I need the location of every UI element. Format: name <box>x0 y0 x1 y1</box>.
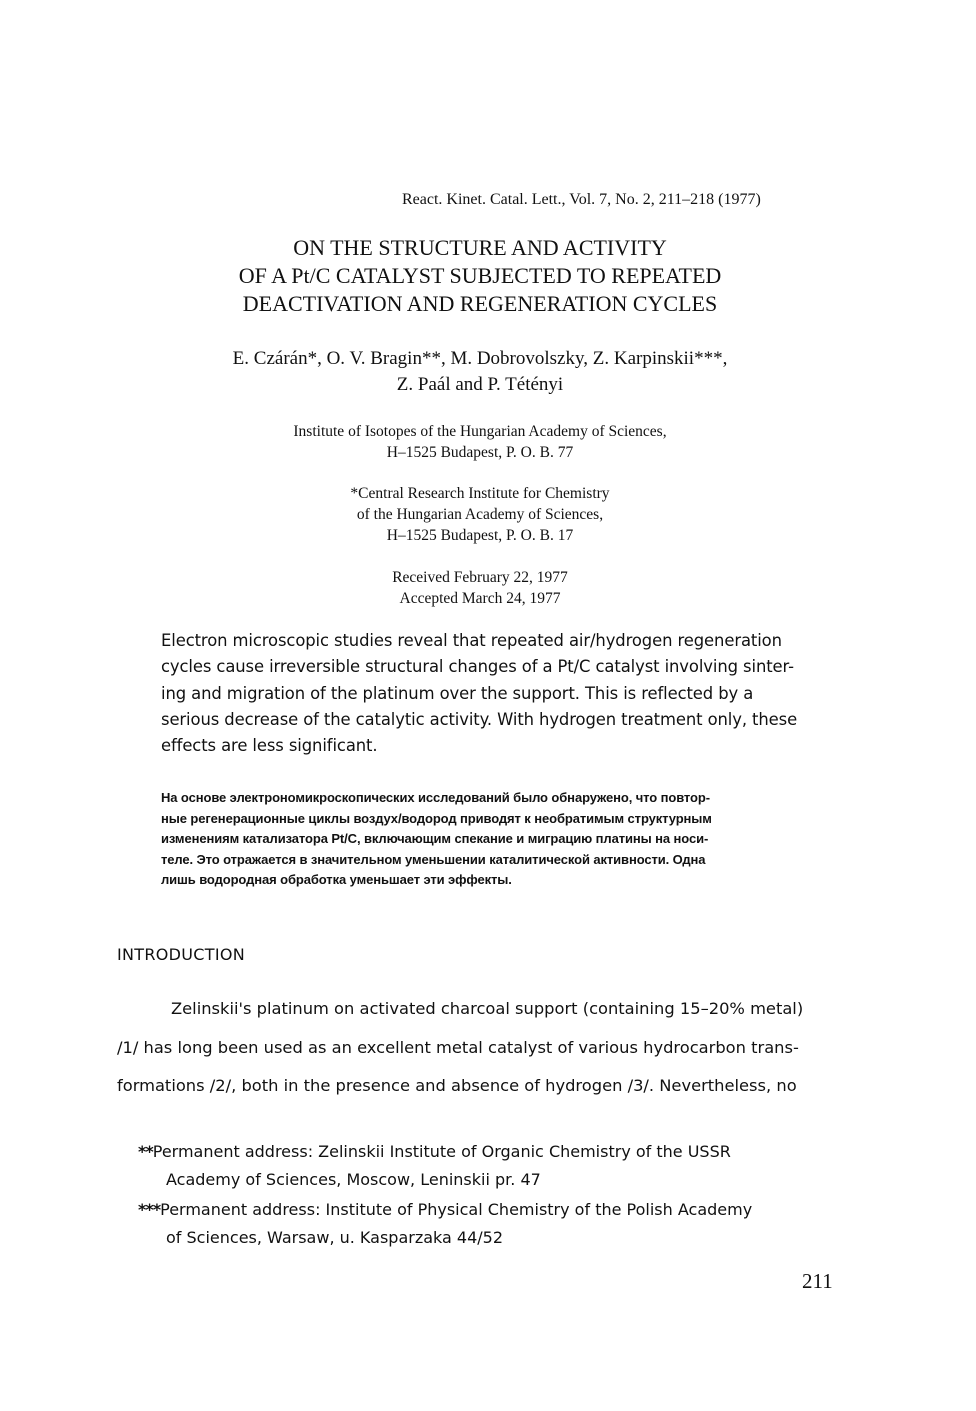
page-number: 211 <box>802 1269 833 1293</box>
title-line: OF A Pt/C CATALYST SUBJECTED TO REPEATED <box>238 263 722 288</box>
footnote-text: of Sciences, Warsaw, u. Kasparzaka 44/52 <box>166 1228 504 1247</box>
footnote-marker: *** <box>138 1200 161 1219</box>
intro-line: /1/ has long been used as an excellent metal catalyst of various hydrocarbon trans- <box>117 1037 799 1057</box>
introduction-paragraph <box>117 990 857 1106</box>
authors-line: Z. Paál and P. Tétényi <box>396 374 564 395</box>
affiliation-line: *Central Research Institute for Chemistry <box>350 485 610 502</box>
footnote-text: Academy of Sciences, Moscow, Leninskii pr. 47 <box>166 1170 541 1189</box>
affiliation-line: H–1525 Budapest, P. O. B. 77 <box>386 444 574 461</box>
author-list <box>160 346 800 398</box>
abstract-line: На основе электрономикроскопических исследований было обнаружено, что повтор- <box>161 790 710 805</box>
journal-reference: React. Kinet. Catal. Lett., Vol. 7, No. 2, 211–218 (1977) <box>402 191 761 208</box>
article-title <box>160 234 800 318</box>
footnote-marker: ** <box>138 1142 153 1161</box>
abstract-line: ные регенерационные циклы воздух/водород приводят к необратимым структурным <box>161 810 712 826</box>
footnote-text: Permanent address: Zelinskii Institute of Organic Chemistry of the USSR <box>152 1142 731 1161</box>
abstract-english <box>161 628 851 759</box>
abstract-line: лишь водородная обработка уменьшает эти эффекты. <box>161 872 512 887</box>
abstract-line: effects are less significant. <box>161 736 378 756</box>
abstract-russian <box>161 788 851 891</box>
received-date: Received February 22, 1977 <box>392 569 568 586</box>
intro-line: formations /2/, both in the presence and absence of hydrogen /3/. Nevertheless, no <box>117 1076 797 1095</box>
authors-line: E. Czárán*, O. V. Bragin**, M. Dobrovolszky, Z. Karpinskii***, <box>232 348 728 369</box>
title-line: ON THE STRUCTURE AND ACTIVITY <box>293 235 667 260</box>
footnote-karpinskii <box>138 1196 838 1252</box>
abstract-line: теле. Это отражается в значительном уменьшении каталитической активности. Одна <box>161 851 706 867</box>
footnote-text: Permanent address: Institute of Physical Chemistry of the Polish Academy <box>160 1200 753 1219</box>
accepted-date: Accepted March 24, 1977 <box>399 590 561 607</box>
abstract-line: cycles cause irreversible structural changes of a Pt/C catalyst involving sinter- <box>161 657 794 677</box>
affiliation-chemistry <box>160 483 800 546</box>
affiliation-line: H–1525 Budapest, P. O. B. 17 <box>386 527 574 544</box>
title-line: DEACTIVATION AND REGENERATION CYCLES <box>242 291 718 316</box>
abstract-line: Electron microscopic studies reveal that repeated air/hydrogen regeneration <box>161 631 782 650</box>
abstract-line: serious decrease of the catalytic activity. With hydrogen treatment only, these <box>161 709 798 729</box>
affiliation-line: of the Hungarian Academy of Sciences, <box>356 506 604 523</box>
section-heading: INTRODUCTION <box>117 945 246 964</box>
abstract-line: изменениям катализатора Pt/C, включающим спекание и миграцию платины на носи- <box>161 831 709 846</box>
footnote-bragin <box>138 1138 838 1194</box>
abstract-line: ing and migration of the platinum over the support. This is reflected by a <box>161 683 754 703</box>
affiliation-isotopes <box>160 421 800 463</box>
affiliation-line: Institute of Isotopes of the Hungarian Academy of Sciences, <box>293 423 667 440</box>
submission-dates <box>160 567 800 609</box>
intro-line: Zelinskii's platinum on activated charcoal support (containing 15–20% metal) <box>171 999 804 1018</box>
